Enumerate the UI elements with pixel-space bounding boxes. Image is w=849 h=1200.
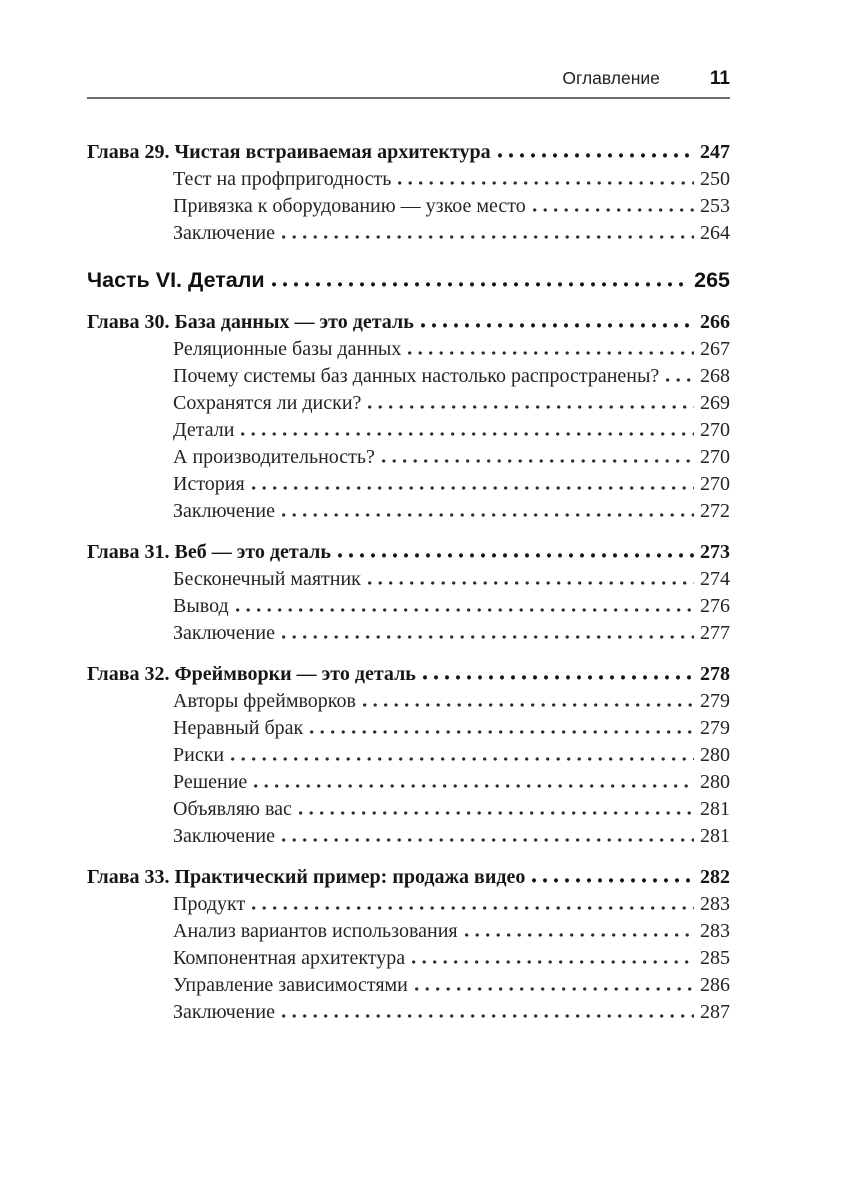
dot-leader bbox=[236, 608, 694, 612]
dot-leader bbox=[421, 323, 694, 328]
toc-entry-page: 283 bbox=[700, 893, 730, 915]
dot-leader bbox=[338, 553, 694, 558]
toc-chapter-heading-row bbox=[87, 539, 730, 566]
toc-entry-page: 283 bbox=[700, 920, 730, 942]
toc-entry-page: 250 bbox=[700, 168, 730, 190]
toc-entry-title: Привязка к оборудованию — узкое место bbox=[173, 195, 526, 217]
toc-entry-title: Глава 29. Чистая встраиваемая архитектура bbox=[87, 141, 491, 163]
toc-entry-page: 281 bbox=[700, 798, 730, 820]
toc-entry-page: 253 bbox=[700, 195, 730, 217]
toc-entry-page: 273 bbox=[700, 541, 730, 563]
toc-entry-title: Заключение bbox=[173, 222, 275, 244]
toc-entry-title: Глава 33. Практический пример: продажа видео bbox=[87, 866, 526, 888]
dot-leader bbox=[252, 906, 694, 910]
toc-entry-title: Авторы фреймворков bbox=[173, 690, 356, 712]
toc-entry-page: 264 bbox=[700, 222, 730, 244]
toc-item-row bbox=[87, 688, 730, 715]
dot-leader bbox=[368, 405, 694, 409]
toc-entry-title: Вывод bbox=[173, 595, 229, 617]
toc-item-row bbox=[87, 336, 730, 363]
dot-leader bbox=[398, 181, 694, 185]
toc-entry-title: Бесконечный маятник bbox=[173, 568, 361, 590]
running-title: Оглавление bbox=[562, 68, 660, 88]
toc-item-row bbox=[87, 166, 730, 193]
dot-leader bbox=[666, 378, 694, 382]
toc-entry-page: 265 bbox=[694, 268, 730, 292]
toc-entry-page: 272 bbox=[700, 500, 730, 522]
dot-leader bbox=[408, 351, 694, 355]
toc-item-row bbox=[87, 444, 730, 471]
toc-entry-title: Глава 32. Фреймворки — это деталь bbox=[87, 663, 416, 685]
dot-leader bbox=[382, 459, 694, 463]
toc-item-row bbox=[87, 945, 730, 972]
toc-chapter-section bbox=[87, 539, 730, 647]
dot-leader bbox=[465, 933, 694, 937]
toc-chapter-section bbox=[87, 864, 730, 1026]
toc-entry-page: 270 bbox=[700, 473, 730, 495]
toc-entry-title: Почему системы баз данных настолько распространены? bbox=[173, 365, 660, 387]
toc-entry-title: Неравный брак bbox=[173, 717, 304, 739]
dot-leader bbox=[533, 208, 694, 212]
toc-item-row bbox=[87, 593, 730, 620]
toc-entry-title: Глава 30. База данных — это деталь bbox=[87, 311, 414, 333]
toc-entry-title: Заключение bbox=[173, 1001, 275, 1023]
toc-entry-page: 282 bbox=[700, 866, 730, 888]
dot-leader bbox=[282, 513, 694, 517]
page-number: 11 bbox=[709, 68, 730, 89]
toc-entry-title: Решение bbox=[173, 771, 248, 793]
toc-item-row bbox=[87, 363, 730, 390]
toc-chapter-section bbox=[87, 309, 730, 525]
table-of-contents bbox=[87, 139, 730, 1026]
toc-entry-page: 287 bbox=[700, 1001, 730, 1023]
dot-leader bbox=[241, 432, 694, 436]
toc-entry-title: Глава 31. Веб — это деталь bbox=[87, 541, 331, 563]
dot-leader bbox=[310, 730, 694, 734]
toc-item-row bbox=[87, 620, 730, 647]
toc-chapter-heading-row bbox=[87, 661, 730, 688]
toc-chapter-heading-row bbox=[87, 864, 730, 891]
toc-entry-page: 266 bbox=[700, 311, 730, 333]
toc-chapter-heading-row bbox=[87, 139, 730, 166]
toc-item-row bbox=[87, 999, 730, 1026]
dot-leader bbox=[254, 784, 694, 788]
toc-item-row bbox=[87, 471, 730, 498]
toc-item-row bbox=[87, 417, 730, 444]
dot-leader bbox=[282, 635, 694, 639]
toc-entry-title: Сохранятся ли диски? bbox=[173, 392, 362, 414]
toc-entry-title: Управление зависимостями bbox=[173, 974, 408, 996]
dot-leader bbox=[282, 235, 694, 239]
toc-item-row bbox=[87, 566, 730, 593]
dot-leader bbox=[412, 960, 694, 964]
toc-item-row bbox=[87, 715, 730, 742]
dot-leader bbox=[532, 878, 694, 883]
toc-entry-page: 276 bbox=[700, 595, 730, 617]
toc-entry-title: Анализ вариантов использования bbox=[173, 920, 458, 942]
dot-leader bbox=[363, 703, 694, 707]
toc-entry-page: 268 bbox=[700, 365, 730, 387]
toc-entry-title: Заключение bbox=[173, 500, 275, 522]
toc-item-row bbox=[87, 390, 730, 417]
toc-entry-page: 280 bbox=[700, 744, 730, 766]
toc-item-row bbox=[87, 220, 730, 247]
toc-entry-page: 269 bbox=[700, 392, 730, 414]
toc-item-row bbox=[87, 823, 730, 850]
dot-leader bbox=[282, 838, 694, 842]
toc-item-row bbox=[87, 742, 730, 769]
dot-leader bbox=[282, 1014, 694, 1018]
toc-chapter-heading-row bbox=[87, 309, 730, 336]
toc-entry-page: 279 bbox=[700, 690, 730, 712]
toc-entry-title: Компонентная архитектура bbox=[173, 947, 406, 969]
dot-leader bbox=[231, 757, 694, 761]
toc-item-row bbox=[87, 796, 730, 823]
toc-entry-page: 267 bbox=[700, 338, 730, 360]
dot-leader bbox=[299, 811, 694, 815]
toc-item-row bbox=[87, 193, 730, 220]
toc-chapter-section bbox=[87, 139, 730, 247]
toc-entry-title: Реляционные базы данных bbox=[173, 338, 402, 360]
toc-entry-title: Риски bbox=[173, 744, 225, 766]
toc-chapter-section bbox=[87, 661, 730, 850]
toc-entry-page: 270 bbox=[700, 446, 730, 468]
toc-entry-title: Объявляю вас bbox=[173, 798, 292, 820]
toc-item-row bbox=[87, 972, 730, 999]
toc-entry-page: 285 bbox=[700, 947, 730, 969]
toc-entry-page: 279 bbox=[700, 717, 730, 739]
toc-entry-title: Продукт bbox=[173, 893, 246, 915]
dot-leader bbox=[498, 153, 694, 158]
toc-entry-title: А производительность? bbox=[173, 446, 375, 468]
toc-entry-title: Детали bbox=[173, 419, 235, 441]
toc-entry-title: Заключение bbox=[173, 622, 275, 644]
toc-item-row bbox=[87, 769, 730, 796]
toc-entry-page: 280 bbox=[700, 771, 730, 793]
toc-part-section bbox=[87, 265, 730, 295]
dot-leader bbox=[423, 675, 694, 680]
dot-leader bbox=[252, 486, 694, 490]
toc-entry-page: 278 bbox=[700, 663, 730, 685]
toc-entry-page: 274 bbox=[700, 568, 730, 590]
toc-entry-title: Заключение bbox=[173, 825, 275, 847]
page-header bbox=[87, 0, 730, 99]
toc-entry-title: Часть VI. Детали bbox=[87, 268, 265, 292]
toc-item-row bbox=[87, 918, 730, 945]
toc-item-row bbox=[87, 498, 730, 525]
toc-entry-title: История bbox=[173, 473, 245, 495]
toc-item-row bbox=[87, 891, 730, 918]
toc-entry-page: 277 bbox=[700, 622, 730, 644]
dot-leader bbox=[272, 282, 689, 287]
toc-entry-page: 270 bbox=[700, 419, 730, 441]
toc-entry-page: 286 bbox=[700, 974, 730, 996]
toc-entry-page: 247 bbox=[700, 141, 730, 163]
toc-entry-page: 281 bbox=[700, 825, 730, 847]
dot-leader bbox=[415, 987, 694, 991]
toc-part-heading-row bbox=[87, 265, 730, 295]
toc-entry-title: Тест на профпригодность bbox=[173, 168, 392, 190]
dot-leader bbox=[368, 581, 694, 585]
